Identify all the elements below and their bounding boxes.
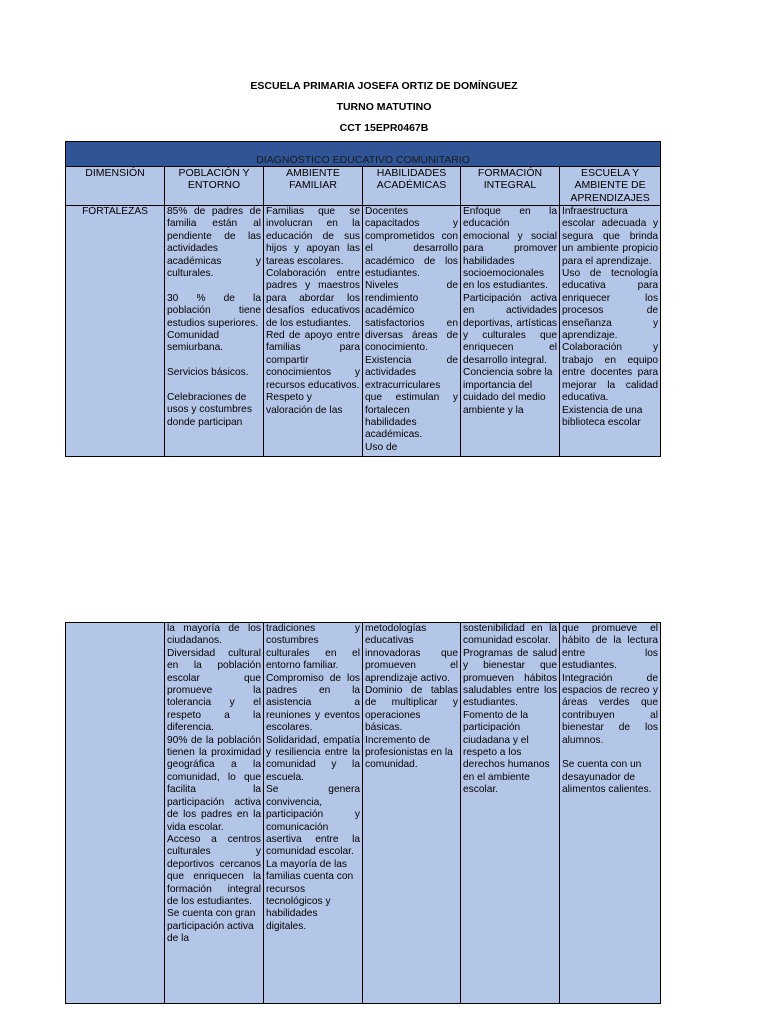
cell-escuela-page2 <box>560 623 661 1004</box>
cell-paragraph: Colaboración y trabajo en equipo entre docentes para mejorar la calidad educativa. <box>562 342 659 404</box>
cell-paragraph <box>562 747 658 759</box>
cell-paragraph: 85% de padres de familia están al pendiente de las actividades académicas y culturales. <box>167 206 261 280</box>
cell-paragraph: Red de apoyo entre familias para compartir conocimientos y recursos educativos. <box>266 330 360 391</box>
cell-paragraph: Uso de tecnología educativa para enriquecer los procesos de enseñanza y aprendizaje. <box>562 268 659 342</box>
cell-paragraph: Familias que se involucran en la educación de sus hijos y apoyan las tareas escolares. <box>266 206 360 267</box>
cell-paragraph: que promueve el hábito de la lectura entre los estudiantes. <box>562 623 658 672</box>
cell-paragraph: Incremento de profesionistas en la comunidad. <box>365 734 453 771</box>
cell-paragraph: Existencia de una biblioteca escolar <box>562 404 643 428</box>
cell-paragraph: metodologías educativas innovadoras que promueven el aprendizaje activo. <box>365 623 458 684</box>
cell-paragraph: Enfoque en la educación emocional y social para promover habilidades socioemocionales en los estudiantes. <box>463 206 557 292</box>
cell-paragraph: Celebraciones de usos y costumbres donde participan <box>167 392 252 428</box>
cell-paragraph: Dominio de tablas de multiplicar y operaciones básicas. <box>365 685 458 734</box>
cell-paragraph: Comunidad semiurbana. <box>167 330 224 354</box>
cell-paragraph: 30 % de la población tiene estudios superiores. <box>167 292 261 329</box>
cell-paragraph: Servicios básicos. <box>167 367 249 379</box>
column-header-escuela: ESCUELA Y AMBIENTE DE APRENDIZAJES <box>560 167 661 206</box>
cell-paragraph: Solidaridad, empatía y resiliencia entre la comunidad y la escuela. <box>266 734 360 783</box>
cell-paragraph: la mayoría de los ciudadanos. <box>167 623 261 647</box>
cell-paragraph: Colaboración entre padres y maestros para abordar los desafíos educativos de los estudiantes. <box>266 268 360 329</box>
cell-paragraph: Docentes capacitados y comprometidos con el desarrollo académico de los estudiantes. <box>365 206 458 280</box>
cell-paragraph: La mayoría de las familias cuenta con recursos tecnológicos y habilidades digitales. <box>266 858 354 932</box>
cell-paragraph: Infraestructura escolar adecuada y segura que brinda un ambiente propicio para el aprendizaje. <box>562 206 659 267</box>
cell-paragraph: tradiciones y costumbres culturales en el entorno familiar. <box>266 623 360 672</box>
column-header-academicas: HABILIDADES ACADÉMICAS <box>363 167 461 206</box>
cell-paragraph <box>167 280 261 292</box>
cell-integral-page1 <box>461 206 560 457</box>
cell-paragraph: Participación activa en actividades deportivas, artísticas y culturales que enriquecen el desarrollo integral. <box>463 292 557 366</box>
column-header-poblacion: POBLACIÓN Y ENTORNO <box>165 167 264 206</box>
column-header-dimension: DIMENSIÓN <box>66 167 165 206</box>
column-header-integral: FORMACIÓN INTEGRAL <box>461 167 560 206</box>
cell-paragraph: Respeto y valoración de las <box>266 392 343 416</box>
cell-paragraph: Acceso a centros culturales y deportivos cercanos que enriquecen la formación integral de los estudiantes. <box>167 833 261 907</box>
cell-paragraph: Se cuenta con gran participación activa de la <box>167 908 256 945</box>
cell-poblacion-page1 <box>165 206 264 457</box>
cell-paragraph <box>167 380 261 392</box>
cell-paragraph: Se cuenta con un desayunador de alimentos calientes. <box>562 759 652 796</box>
column-header-familiar: AMBIENTE FAMILIAR <box>264 167 363 206</box>
cell-paragraph: Niveles de rendimiento académico satisfactorios en diversas áreas de conocimiento. <box>365 280 458 354</box>
row-label-fortalezas: FORTALEZAS <box>66 206 165 457</box>
cell-academicas-page1 <box>363 206 461 457</box>
cell-paragraph: Integración de espacios de recreo y áreas verdes que contribuyen al bienestar de los alumnos. <box>562 672 658 746</box>
cell-paragraph: sostenibilidad en la comunidad escolar. <box>463 623 557 647</box>
cell-paragraph: Compromiso de los padres en la asistencia a reuniones y eventos escolares. <box>266 672 360 734</box>
cell-paragraph: 90% de la población tienen la proximidad geográfica a la comunidad, lo que facilita la participación activa de los padres en la vida escolar. <box>167 734 261 833</box>
cell-academicas-page2 <box>363 623 461 1004</box>
cell-integral-page2 <box>461 623 560 1004</box>
cell-paragraph: Uso de <box>365 441 398 453</box>
cct-code: CCT 15EPR0467B <box>339 122 429 134</box>
cell-dimension-page2 <box>66 623 165 1004</box>
cell-escuela-page1 <box>560 206 661 457</box>
shift-label: TURNO MATUTINO <box>336 101 432 113</box>
document-header <box>0 76 768 139</box>
diagnostic-table-page-2 <box>65 622 661 1004</box>
cell-paragraph: Se genera convivencia, participación y comunicación asertiva entre la comunidad escolar. <box>266 784 360 858</box>
cell-paragraph: Programas de salud y bienestar que promueven hábitos saludables entre los estudiantes. <box>463 647 557 709</box>
cell-paragraph: Conciencia sobre la importancia del cuidado del medio ambiente y la <box>463 367 553 416</box>
cell-paragraph: Diversidad cultural en la población escolar que promueve la tolerancia y el respeto a la diferencia. <box>167 647 261 734</box>
cell-poblacion-page2 <box>165 623 264 1004</box>
diagnostic-table-page-1 <box>65 141 661 457</box>
school-name: ESCUELA PRIMARIA JOSEFA ORTIZ DE DOMÍNGUEZ <box>250 80 518 92</box>
cell-familiar-page2 <box>264 623 363 1004</box>
cell-paragraph: Fomento de la participación ciudadana y el respeto a los derechos humanos en el ambiente escolar. <box>463 709 550 796</box>
cell-paragraph: Existencia de actividades extracurriculares que estimulan y fortalecen habilidades académicas. <box>365 354 458 441</box>
cell-paragraph <box>167 355 261 367</box>
table-title: DIAGNOSTICO EDUCATIVO COMUNITARIO <box>66 142 661 167</box>
cell-familiar-page1 <box>264 206 363 457</box>
